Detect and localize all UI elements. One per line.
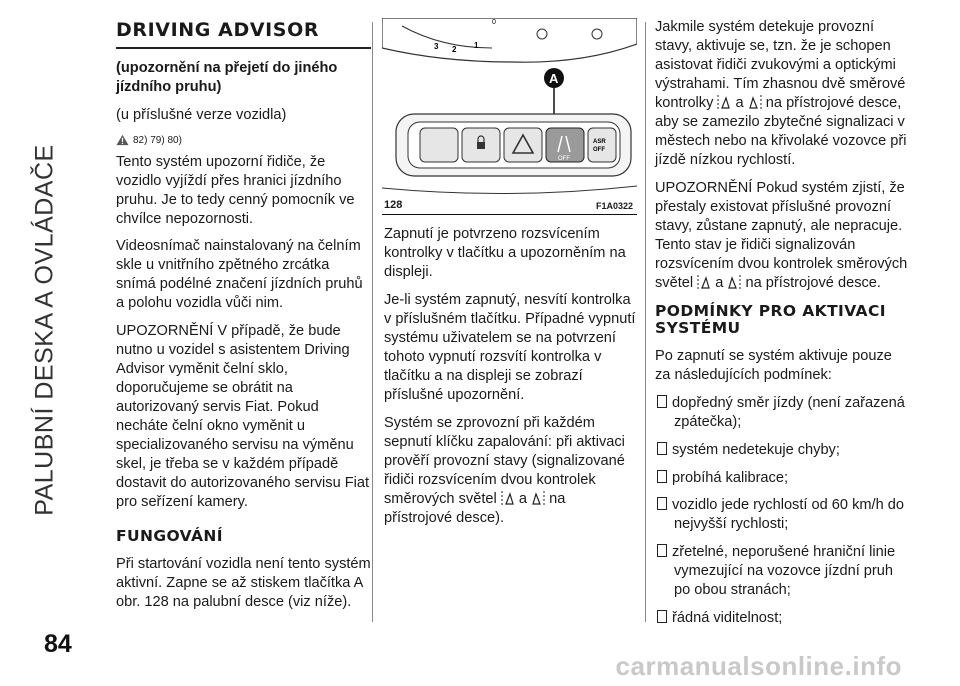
paragraph: Videosnímač nainstalovaný na čelním skle u vnitřního zpětného zrcátka snímá podélné značení jízdních pruhů a polohu vozidla vůči nim. bbox=[116, 238, 363, 312]
checkbox-bullet-icon bbox=[657, 442, 667, 455]
checkbox-bullet-icon bbox=[657, 544, 667, 557]
dashboard-illustration bbox=[382, 18, 637, 198]
list-item bbox=[655, 469, 910, 488]
warning-references bbox=[116, 134, 371, 147]
paragraph-text: UPOZORNĚNÍ Pokud systém zjistí, že přestaly existovat příslušné provozní stavy, zůstane zapnutý, ale nepracuje. Tento stav je řidiči signalizován rozsvícením dvou kontrolek směrových světel bbox=[655, 179, 908, 291]
list-item bbox=[655, 394, 910, 432]
watermark: carmanualsonline.info bbox=[615, 651, 902, 681]
figure-dashboard-buttons bbox=[382, 18, 637, 215]
list-item-text: probíhá kalibrace; bbox=[672, 469, 789, 486]
figure-code: F1A0322 bbox=[595, 201, 633, 211]
paragraph-text: Jakmile systém detekuje provozní stavy, aktivuje se, tzn. že je schopen asistovat řidiči zvukovými a optickými výstrahami. Tím zhasnou dvě směrové kontrolky bbox=[655, 19, 906, 111]
checkbox-bullet-icon bbox=[657, 395, 667, 408]
list-item bbox=[655, 543, 910, 600]
list-item-text: systém nedetekuje chyby; bbox=[672, 441, 840, 458]
paragraph: Je-li systém zapnutý, nesvítí kontrolka v příslušném tlačítku. Případné vypnutí systému uživatelem se na potvrzení tohoto vypnutí rozsvítí kontrolka v tlačítku a na displeji se zobrazí příslušné upozornění. bbox=[384, 291, 636, 403]
paragraph-text: na přístrojové desce. bbox=[745, 274, 881, 291]
list-item-text: dopředný směr jízdy (není zařazená zpátečka); bbox=[672, 394, 905, 430]
paragraph bbox=[384, 414, 636, 528]
paragraph bbox=[655, 18, 910, 170]
section-heading: DRIVING ADVISOR bbox=[116, 19, 320, 41]
paragraph bbox=[655, 179, 910, 293]
blank-button bbox=[420, 128, 458, 162]
paragraph-text: na přístrojové desce). bbox=[384, 490, 566, 526]
paragraph: Zapnutí je potvrzeno rozsvícením kontrolky v tlačítku a upozorněním na displeji. bbox=[384, 226, 626, 280]
paragraph: Při startování vozidla není tento systém aktivní. Zapne se až stiskem tlačítka A obr. 128 na palubní desce (viz níže). bbox=[116, 556, 371, 611]
dial-number: 2 bbox=[452, 45, 457, 54]
button-label: ASR bbox=[593, 139, 606, 145]
dial-number: 3 bbox=[434, 42, 439, 51]
paragraph-text: a bbox=[715, 274, 724, 291]
column-1 bbox=[116, 18, 371, 621]
page-number: 84 bbox=[44, 630, 72, 658]
column-divider bbox=[645, 22, 646, 622]
asr-off-button bbox=[588, 128, 616, 162]
section-subtitle: (upozornění na přejetí do jiného jízdního pruhu) bbox=[116, 59, 338, 95]
dial-number: 0 bbox=[492, 19, 496, 26]
paragraph-text: a bbox=[735, 94, 744, 111]
section-heading: FUNGOVÁNÍ bbox=[116, 527, 223, 546]
list-item bbox=[655, 441, 910, 460]
column-3 bbox=[655, 18, 910, 637]
checkbox-bullet-icon bbox=[657, 610, 667, 623]
door-lock-button bbox=[462, 128, 500, 162]
paragraph: UPOZORNĚNÍ V případě, že bude nutno u vozidel s asistentem Driving Advisor vyměnit čelní sklo, doporučujeme se obrátit na autorizovaný servis Fiat. Pokud necháte čelní okno vyměnit u specializovaného servisu na výměnu skel, je třeba se v každém případě dostavit do autorizovaného servisu Fiat pro seřízení kamery. bbox=[116, 323, 370, 511]
button-label: OFF bbox=[593, 147, 605, 153]
lane-warning-left-icon bbox=[717, 94, 731, 110]
reference-numbers: 82) 79) 80) bbox=[133, 134, 182, 146]
callout-label: A bbox=[549, 71, 559, 86]
chapter-sidebar-title: PALUBNÍ DESKA A OVLÁDAČE bbox=[30, 144, 59, 516]
list-item bbox=[655, 496, 910, 534]
paragraph-text: na přístrojové desce, aby se zamezilo zbytečné signalizaci v městech nebo na křivolaké vozovce při jízdě nízkou rychlostí. bbox=[655, 94, 907, 168]
warning-triangle-icon bbox=[116, 134, 129, 146]
hazard-button bbox=[504, 128, 542, 162]
heading-rule bbox=[116, 47, 371, 49]
paragraph: Po zapnutí se systém aktivuje pouze za následujících podmínek: bbox=[655, 347, 892, 383]
checkbox-bullet-icon bbox=[657, 497, 667, 510]
figure-number: 128 bbox=[384, 199, 403, 211]
list-item-text: vozidlo jede rychlostí od 60 km/h do nejvyšší rychlosti; bbox=[672, 497, 905, 533]
version-note: (u příslušné verze vozidla) bbox=[116, 106, 287, 123]
lane-warning-right-icon bbox=[727, 274, 741, 290]
list-item-text: zřetelné, neporušené hraniční linie vymezující na vozovce jízdní pruh po obou stranách; bbox=[672, 544, 896, 599]
column-divider bbox=[372, 22, 373, 622]
checkbox-bullet-icon bbox=[657, 470, 667, 483]
lane-warning-left-icon bbox=[697, 274, 711, 290]
dial-number: 1 bbox=[474, 41, 479, 50]
conditions-list bbox=[655, 394, 910, 629]
paragraph: Tento systém upozorní řidiče, že vozidlo vyjíždí přes hranici jízdního pruhu. Je to tedy cenný pomocník ve chvílce nepozornosti. bbox=[116, 153, 355, 227]
button-label: OFF bbox=[558, 156, 570, 162]
lane-warning-left-icon bbox=[501, 490, 515, 506]
paragraph-text: a bbox=[518, 490, 527, 507]
column-2 bbox=[384, 225, 636, 537]
list-item bbox=[655, 609, 910, 628]
list-item-text: řádná viditelnost; bbox=[672, 610, 783, 627]
section-heading: PODMÍNKY PRO AKTIVACI SYSTÉMU bbox=[655, 301, 886, 337]
lane-warning-right-icon bbox=[531, 490, 545, 506]
paragraph-text: Systém se zprovozní při každém sepnutí klíčku zapalování: při aktivaci prověří provozní stavy (signalizované řidiči rozsvícením dvou kontrolek směrových světel bbox=[384, 414, 625, 507]
lane-departure-button bbox=[546, 128, 584, 162]
lane-warning-right-icon bbox=[748, 94, 762, 110]
